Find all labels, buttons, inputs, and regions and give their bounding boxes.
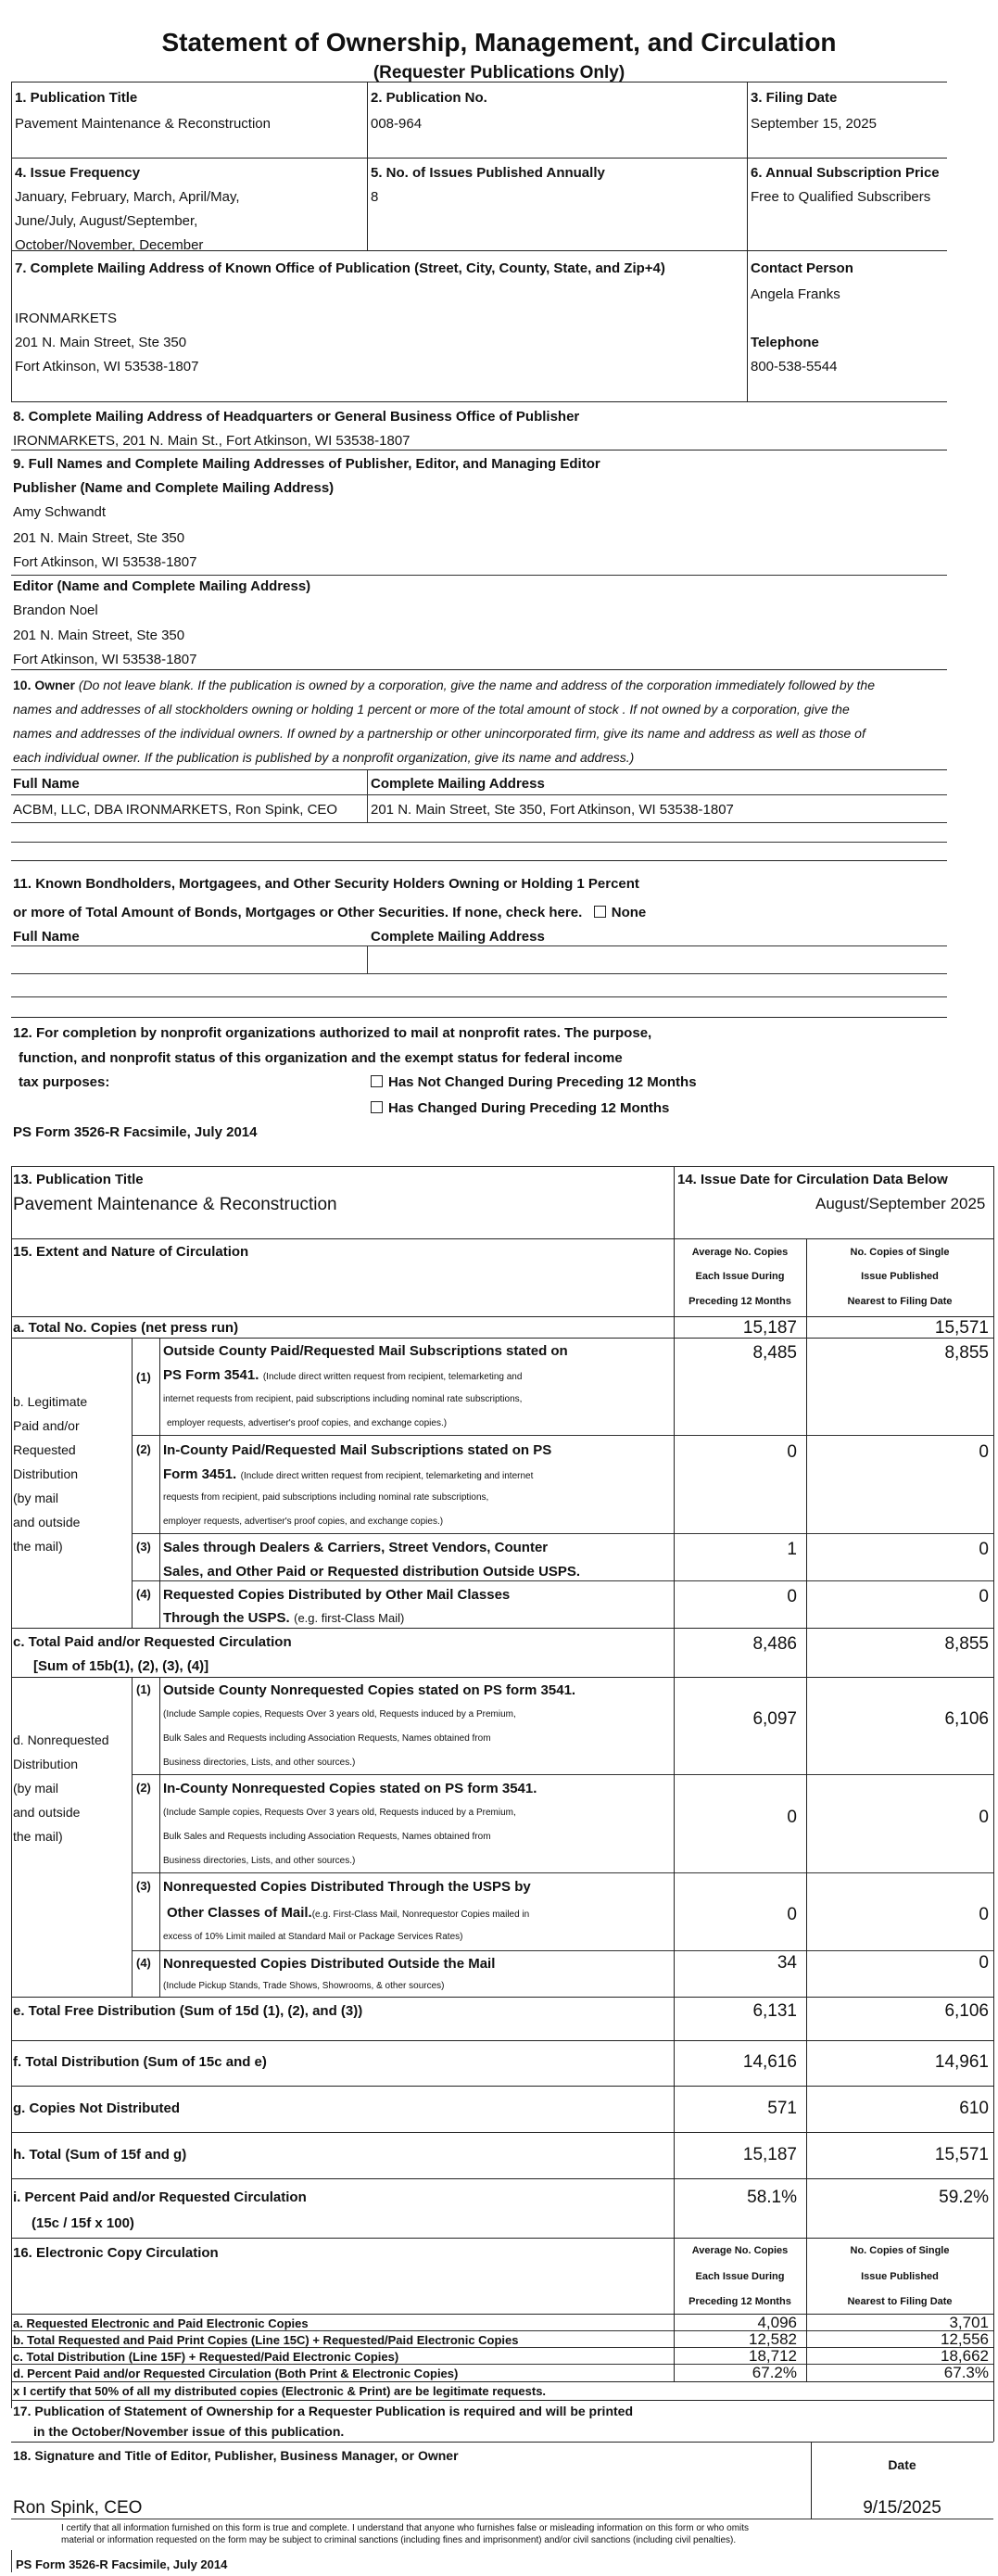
row-number: (3) — [136, 1879, 151, 1893]
b2-title-2 — [163, 1467, 533, 1482]
subscription-price-label: 6. Annual Subscription Price — [751, 165, 940, 181]
form-footer: PS Form 3526-R Facsimile, July 2014 — [13, 1124, 258, 1140]
e16a-single: 3,701 — [949, 2314, 989, 2331]
d3-title-2 — [167, 1906, 529, 1921]
e16a-avg: 4,096 — [757, 2314, 797, 2331]
e16c-single: 18,662 — [941, 2347, 989, 2365]
col-avg-header: Average No. Copies — [691, 1247, 789, 1258]
total-free-single: 6,106 — [944, 2001, 989, 2021]
bondholders-fullname-header: Full Name — [13, 929, 80, 945]
not-changed-label: Has Not Changed During Preceding 12 Months — [388, 1074, 697, 1090]
e16d-avg: 67.2% — [752, 2364, 797, 2381]
editor-line: Fort Atkinson, WI 53538-1807 — [13, 652, 197, 667]
owner-fullname-header: Full Name — [13, 776, 80, 792]
owner-instruction-line: names and addresses of the individual owners. If owned by a partnership or other unincorporated firm, give its name and address as well as those of — [13, 726, 865, 741]
d2-small: Bulk Sales and Requests including Association Requests, Names obtained from — [163, 1832, 491, 1842]
owner-name: ACBM, LLC, DBA IRONMARKETS, Ron Spink, CEO — [13, 802, 338, 818]
b4-usps: Through the USPS. — [163, 1610, 290, 1626]
circulation-label: 15. Extent and Nature of Circulation — [13, 1244, 249, 1260]
b1-small: (Include direct written request from recipient, telemarketing and — [262, 1372, 523, 1382]
owner-address-header: Complete Mailing Address — [371, 776, 545, 792]
b2-small: employer requests, advertiser's proof copies, and exchange copies.) — [163, 1516, 444, 1527]
col-single-header: Issue Published — [861, 1271, 939, 1282]
editor-label: Editor (Name and Complete Mailing Address) — [13, 578, 311, 594]
bondholders-label-2 — [13, 906, 646, 920]
b2-single: 0 — [979, 1442, 989, 1462]
total-copies-single: 15,571 — [934, 1318, 989, 1338]
bondholders-text: or more of Total Amount of Bonds, Mortgages or Other Securities. If none, check here. — [13, 905, 583, 920]
total-avg: 15,187 — [742, 2145, 797, 2164]
legitimate-label: Requested — [13, 1442, 76, 1457]
nonrequested-label: (by mail — [13, 1781, 59, 1796]
e16d-single: 67.3% — [943, 2364, 989, 2381]
d3-avg: 0 — [787, 1905, 797, 1924]
publisher-line: Amy Schwandt — [13, 504, 107, 520]
publisher-label: Publisher (Name and Complete Mailing Address) — [13, 480, 335, 496]
bondholders-label: 11. Known Bondholders, Mortgagees, and Other Security Holders Owning or Holding 1 Percent — [13, 876, 639, 892]
owner-address: 201 N. Main Street, Ste 350, Fort Atkinson, WI 53538-1807 — [371, 802, 734, 818]
d1-title: Outside County Nonrequested Copies stated on PS form 3541. — [163, 1682, 576, 1698]
office-address-line: IRONMARKETS — [15, 311, 118, 326]
pub-title-value: Pavement Maintenance & Reconstruction — [15, 116, 271, 132]
page-title: Statement of Ownership, Management, and Circulation — [161, 28, 837, 57]
certify-text: I certify that all information furnished on this form is true and complete. I understand that anyone who furnishes false or misleading information on this form or who omits — [61, 2523, 750, 2533]
col-single-header: No. Copies of Single — [850, 1247, 950, 1258]
signature-label: 18. Signature and Title of Editor, Publisher, Business Manager, or Owner — [13, 2448, 459, 2463]
legitimate-label: and outside — [13, 1515, 81, 1529]
b2-small: requests from recipient, paid subscriptions including nominal rate subscriptions, — [163, 1492, 489, 1503]
signature-date: 9/15/2025 — [863, 2498, 941, 2518]
changed-checkbox[interactable] — [371, 1101, 383, 1113]
row-number: (4) — [136, 1956, 151, 1970]
certify-legitimate: x I certify that 50% of all my distributed copies (Electronic & Print) are be legitimate requests. — [13, 2384, 547, 2398]
issue-date-value: August/September 2025 — [815, 1195, 986, 1212]
total-distribution-single: 14,961 — [934, 2052, 989, 2072]
b1-title: Outside County Paid/Requested Mail Subscriptions stated on — [163, 1343, 568, 1359]
percent-paid-single: 59.2% — [939, 2188, 989, 2207]
b1-form: PS Form 3541. — [163, 1367, 259, 1383]
nonrequested-label: Distribution — [13, 1757, 79, 1771]
e16c-avg: 18,712 — [749, 2347, 797, 2365]
bondholders-address-header: Complete Mailing Address — [371, 929, 545, 945]
editor-line: Brandon Noel — [13, 603, 98, 618]
col-single-header: No. Copies of Single — [850, 2245, 950, 2256]
percent-paid-avg: 58.1% — [747, 2188, 797, 2207]
total-paid-sum: [Sum of 15b(1), (2), (3), (4)] — [33, 1658, 209, 1674]
legitimate-label: b. Legitimate — [13, 1394, 88, 1409]
owner-instruction-line: each individual owner. If the publication is published by a nonprofit organization, give its name and address.) — [13, 750, 635, 765]
owner-instruction-line: names and addresses of all stockholders owning or holding 1 percent or more of the total amount of stock . If not owned by a corporation, give the — [13, 702, 850, 717]
row-number: (1) — [136, 1370, 151, 1384]
b1-avg: 8,485 — [752, 1343, 797, 1363]
b4-single: 0 — [979, 1587, 989, 1606]
owner-label: 10. Owner — [13, 678, 75, 692]
b3-single: 0 — [979, 1540, 989, 1559]
publisher-line: Fort Atkinson, WI 53538-1807 — [13, 554, 197, 570]
col-single-header: Nearest to Filing Date — [847, 1296, 953, 1307]
nonprofit-option-changed[interactable] — [371, 1101, 669, 1115]
d3-classes: Other Classes of Mail. — [167, 1905, 312, 1921]
col-avg-header: Each Issue During — [695, 1271, 785, 1282]
not-distributed-label: g. Copies Not Distributed — [13, 2100, 180, 2116]
b2-small: (Include direct written request from recipient, telemarketing and internet — [240, 1471, 534, 1481]
filing-date-value: September 15, 2025 — [751, 116, 877, 132]
issue-frequency-label: 4. Issue Frequency — [15, 165, 141, 181]
issue-frequency-line: January, February, March, April/May, — [15, 189, 240, 205]
office-address-label: 7. Complete Mailing Address of Known Office of Publication (Street, City, County, State, and Zip+4) — [15, 260, 665, 276]
e16b-avg: 12,582 — [749, 2330, 797, 2348]
total-copies-label: a. Total No. Copies (net press run) — [13, 1320, 239, 1336]
row-number: (2) — [136, 1781, 151, 1795]
statement-publication-label: 17. Publication of Statement of Ownership for a Requester Publication is required and will be printed — [13, 2404, 633, 2418]
b3-title: Sales through Dealers & Carriers, Street Vendors, Counter — [163, 1540, 549, 1555]
total-copies-avg: 15,187 — [742, 1318, 797, 1338]
certify-text: material or information requested on the form may be subject to criminal sanctions (including fines and imprisonment) and/or civil sanctions (including civil penalties). — [61, 2535, 737, 2545]
signer-name: Ron Spink, CEO — [13, 2498, 143, 2518]
names-addresses-label: 9. Full Names and Complete Mailing Addresses of Publisher, Editor, and Managing Editor — [13, 456, 600, 472]
d2-single: 0 — [979, 1808, 989, 1827]
total-paid-label: c. Total Paid and/or Requested Circulation — [13, 1634, 292, 1650]
publisher-line: 201 N. Main Street, Ste 350 — [13, 530, 185, 546]
b1-single: 8,855 — [944, 1343, 989, 1363]
pub-title-label: 1. Publication Title — [15, 90, 138, 106]
col-avg-header: Average No. Copies — [691, 2245, 789, 2256]
e16d-label: d. Percent Paid and/or Requested Circulation (Both Print & Electronic Copies) — [13, 2367, 459, 2380]
row-number: (3) — [136, 1540, 151, 1554]
telephone-value: 800-538-5544 — [751, 359, 838, 374]
d1-small: Business directories, Lists, and other sources.) — [163, 1758, 356, 1768]
col-avg-header: Preceding 12 Months — [688, 2296, 791, 2307]
b1-small: internet requests from recipient, paid subscriptions including nominal rate subscriptions, — [163, 1394, 523, 1404]
b1-title-2 — [163, 1368, 522, 1383]
none-checkbox[interactable] — [594, 906, 606, 918]
hq-address-label: 8. Complete Mailing Address of Headquarters or General Business Office of Publisher — [13, 409, 580, 425]
form-footer-2: PS Form 3526-R Facsimile, July 2014 — [16, 2557, 228, 2571]
subscription-price-value: Free to Qualified Subscribers — [751, 189, 931, 205]
issues-annually-value: 8 — [371, 189, 379, 205]
issue-frequency-line: October/November, December — [15, 237, 204, 253]
total-distribution-avg: 14,616 — [742, 2052, 797, 2072]
d2-small: Business directories, Lists, and other sources.) — [163, 1856, 356, 1866]
d2-title: In-County Nonrequested Copies stated on PS form 3541. — [163, 1781, 537, 1796]
e16b-single: 12,556 — [941, 2330, 989, 2348]
not-distributed-single: 610 — [959, 2099, 989, 2118]
d1-single: 6,106 — [944, 1709, 989, 1729]
page-subtitle: (Requester Publications Only) — [373, 63, 625, 82]
date-label: Date — [888, 2457, 916, 2472]
statement-publication-issue: in the October/November issue of this publication. — [33, 2424, 345, 2439]
total-free-avg: 6,131 — [752, 2001, 797, 2021]
pub-number-label: 2. Publication No. — [371, 90, 487, 106]
legitimate-label: the mail) — [13, 1539, 63, 1554]
nonrequested-label: d. Nonrequested — [13, 1732, 109, 1747]
d3-single: 0 — [979, 1905, 989, 1924]
changed-label: Has Changed During Preceding 12 Months — [388, 1100, 670, 1116]
issue-date-label: 14. Issue Date for Circulation Data Below — [677, 1172, 948, 1187]
contact-person-value: Angela Franks — [751, 286, 840, 302]
pub-title-label-2: 13. Publication Title — [13, 1172, 144, 1187]
nonprofit-line: tax purposes: — [19, 1074, 110, 1090]
hq-address-value: IRONMARKETS, 201 N. Main St., Fort Atkinson, WI 53538-1807 — [13, 433, 411, 449]
filing-date-label: 3. Filing Date — [751, 90, 838, 106]
telephone-label: Telephone — [751, 335, 819, 350]
percent-paid-label: i. Percent Paid and/or Requested Circulation — [13, 2189, 307, 2205]
total-label: h. Total (Sum of 15f and g) — [13, 2147, 187, 2163]
b3-avg: 1 — [787, 1540, 797, 1559]
total-single: 15,571 — [934, 2145, 989, 2164]
b3-title: Sales, and Other Paid or Requested distribution Outside USPS. — [163, 1564, 581, 1580]
owner-instructions — [13, 677, 947, 769]
col-single-header: Nearest to Filing Date — [847, 2296, 953, 2307]
d4-title: Nonrequested Copies Distributed Outside the Mail — [163, 1956, 496, 1972]
nonprofit-line: function, and nonprofit status of this organization and the exempt status for federal income — [19, 1050, 623, 1066]
electronic-label: 16. Electronic Copy Circulation — [13, 2245, 219, 2261]
b4-title-2 — [163, 1611, 404, 1626]
b4-title: Requested Copies Distributed by Other Mail Classes — [163, 1587, 511, 1603]
office-address-line: 201 N. Main Street, Ste 350 — [15, 335, 187, 350]
b2-title: In-County Paid/Requested Mail Subscriptions stated on PS — [163, 1442, 552, 1458]
nonrequested-label: and outside — [13, 1805, 81, 1820]
b4-avg: 0 — [787, 1587, 797, 1606]
d3-small: (e.g. First-Class Mail, Nonrequestor Copies mailed in — [311, 1910, 530, 1920]
e16b-label: b. Total Requested and Paid Print Copies (Line 15C) + Requested/Paid Electronic Copies — [13, 2333, 519, 2347]
total-paid-avg: 8,486 — [752, 1634, 797, 1654]
e16c-label: c. Total Distribution (Line 15F) + Requested/Paid Electronic Copies) — [13, 2350, 399, 2364]
total-paid-single: 8,855 — [944, 1634, 989, 1654]
total-distribution-label: f. Total Distribution (Sum of 15c and e) — [13, 2054, 267, 2070]
footer-rule — [11, 2550, 12, 2572]
d1-small: Bulk Sales and Requests including Association Requests, Names obtained from — [163, 1733, 491, 1744]
row-number: (4) — [136, 1587, 151, 1601]
d2-avg: 0 — [787, 1808, 797, 1827]
not-changed-checkbox[interactable] — [371, 1075, 383, 1087]
e16a-label: a. Requested Electronic and Paid Electronic Copies — [13, 2316, 309, 2330]
row-number: (2) — [136, 1442, 151, 1456]
editor-line: 201 N. Main Street, Ste 350 — [13, 628, 185, 643]
b4-small: (e.g. first-Class Mail) — [294, 1611, 405, 1625]
row-number: (1) — [136, 1682, 151, 1696]
nonrequested-label: the mail) — [13, 1829, 63, 1844]
issue-frequency-line: June/July, August/September, — [15, 213, 198, 229]
d4-single: 0 — [979, 1953, 989, 1973]
col-single-header: Issue Published — [861, 2271, 939, 2282]
d1-avg: 6,097 — [752, 1709, 797, 1729]
total-free-label: e. Total Free Distribution (Sum of 15d (1), (2), and (3)) — [13, 2003, 363, 2019]
not-distributed-avg: 571 — [767, 2099, 797, 2118]
issues-annually-label: 5. No. of Issues Published Annually — [371, 165, 605, 181]
b2-avg: 0 — [787, 1442, 797, 1462]
pub-title-value-2: Pavement Maintenance & Reconstruction — [13, 1195, 337, 1214]
nonprofit-option-not-changed[interactable] — [371, 1075, 697, 1089]
d3-title: Nonrequested Copies Distributed Through the USPS by — [163, 1879, 531, 1895]
d1-small: (Include Sample copies, Requests Over 3 years old, Requests induced by a Premium, — [163, 1709, 516, 1719]
nonprofit-line: 12. For completion by nonprofit organizations authorized to mail at nonprofit rates. The purpose, — [13, 1025, 652, 1041]
d3-small: excess of 10% Limit mailed at Standard Mail or Package Services Rates) — [163, 1932, 463, 1942]
d2-small: (Include Sample copies, Requests Over 3 years old, Requests induced by a Premium, — [163, 1808, 516, 1818]
b1-small: employer requests, advertiser's proof copies, and exchange copies.) — [167, 1418, 448, 1428]
none-label: None — [611, 905, 647, 920]
col-avg-header: Each Issue During — [695, 2271, 785, 2282]
contact-person-label: Contact Person — [751, 260, 853, 276]
col-avg-header: Preceding 12 Months — [688, 1296, 791, 1307]
percent-paid-formula: (15c / 15f x 100) — [32, 2215, 134, 2231]
legitimate-label: Distribution — [13, 1466, 79, 1481]
d4-avg: 34 — [777, 1953, 797, 1973]
office-address-line: Fort Atkinson, WI 53538-1807 — [15, 359, 199, 374]
legitimate-label: (by mail — [13, 1491, 59, 1505]
b2-form: Form 3451. — [163, 1466, 237, 1482]
owner-instruction-line: (Do not leave blank. If the publication is owned by a corporation, give the name and address of the corporation immediately followed by the — [78, 678, 875, 692]
legitimate-label: Paid and/or — [13, 1418, 80, 1433]
d4-small: (Include Pickup Stands, Trade Shows, Showrooms, & other sources) — [163, 1981, 445, 1991]
pub-number-value: 008-964 — [371, 116, 423, 132]
